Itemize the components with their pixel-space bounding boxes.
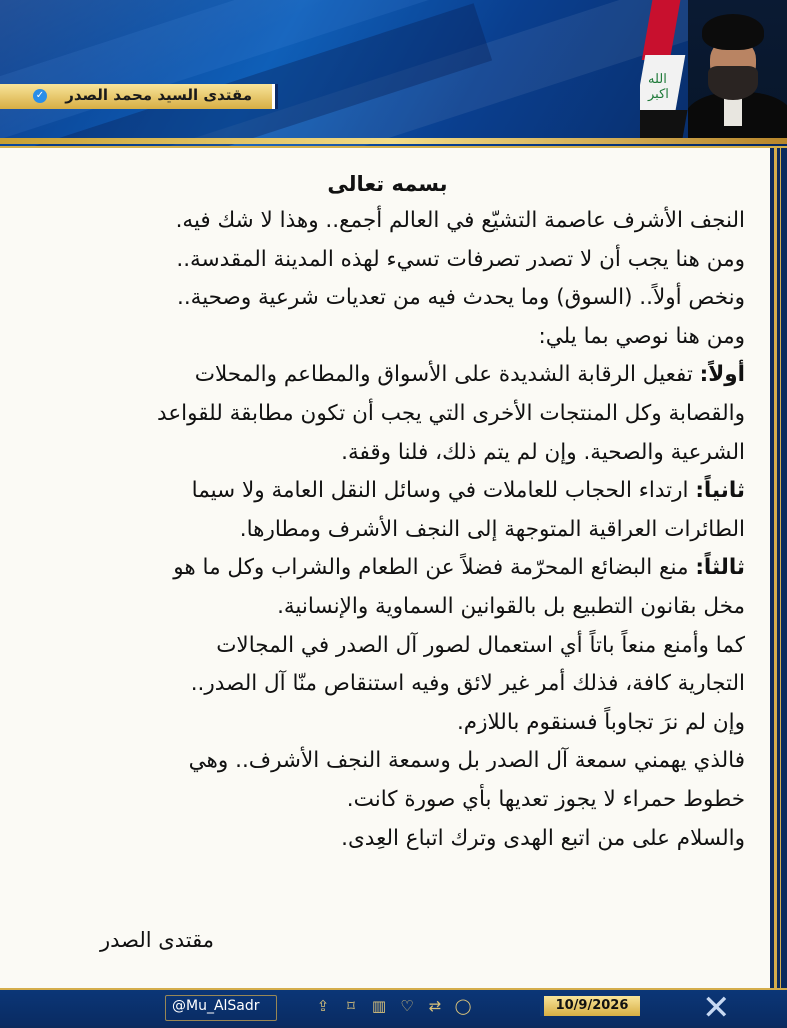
retweet-icon[interactable]: ⇄ bbox=[428, 997, 442, 1015]
statement-line bbox=[30, 627, 745, 666]
statement-line bbox=[30, 395, 745, 434]
account-name: مقتدى السيد محمد الصدر bbox=[65, 86, 252, 104]
clause-number: ثالثاً: bbox=[695, 555, 745, 581]
line-text: تفعيل الرقابة الشديدة على الأسواق والمطاعم والمحلات bbox=[194, 362, 700, 388]
line-text: منع البضائع المحرّمة فضلاً عن الطعام والشراب وكل ما هو bbox=[173, 555, 696, 581]
statement-line bbox=[30, 356, 745, 395]
verified-icon: ✓ bbox=[33, 89, 47, 103]
statement-line bbox=[30, 279, 745, 318]
gold-side-frame bbox=[770, 148, 787, 988]
statement-line bbox=[30, 665, 745, 704]
line-text: النجف الأشرف عاصمة التشيّع في العالم أجمع.. وهذا لا شك فيه. bbox=[175, 208, 745, 233]
statement-line bbox=[30, 820, 745, 859]
line-text: مخل بقانون التطبيع بل بالقوانين السماوية والإنسانية. bbox=[277, 593, 745, 619]
line-text: الطائرات العراقية المتوجهة إلى النجف الأشرف ومطارها. bbox=[239, 516, 745, 542]
bookmark-icon[interactable]: ⌑ bbox=[347, 997, 355, 1015]
share-icon[interactable]: ⇪ bbox=[316, 997, 330, 1015]
statement-title: بسمه تعالى bbox=[327, 172, 448, 196]
line-text: خطوط حمراء لا يجوز تعديها بأي صورة كانت. bbox=[346, 786, 745, 812]
statement-line bbox=[30, 781, 745, 820]
statement-line bbox=[30, 588, 745, 627]
statement-line bbox=[30, 472, 745, 511]
signature: مقتدى الصدر bbox=[100, 928, 214, 952]
clause-number: أولاً: bbox=[699, 362, 745, 388]
line-text: وإن لم نرَ تجاوباً فسنقوم باللازم. bbox=[456, 709, 745, 735]
line-text: الشرعية والصحية. وإن لم يتم ذلك، فلنا وقفة. bbox=[341, 439, 745, 465]
header-banner bbox=[0, 0, 787, 148]
flag-inscription: الله اكبر bbox=[648, 72, 669, 102]
line-text: فالذي يهمني سمعة آل الصدر بل وسمعة النجف الأشرف.. وهي bbox=[188, 748, 745, 774]
line-text: ونخص أولاً.. (السوق) وما يحدث فيه من تعديات شرعية وصحية.. bbox=[177, 285, 745, 311]
reply-icon[interactable]: ◯ bbox=[454, 997, 472, 1015]
x-logo-icon: ✕ bbox=[702, 988, 731, 1028]
line-text: والقصابة وكل المنتجات الأخرى التي يجب أن تكون مطابقة للقواعد bbox=[157, 400, 745, 426]
statement-line bbox=[30, 202, 745, 241]
like-icon[interactable]: ♡ bbox=[400, 997, 414, 1015]
action-icons bbox=[314, 997, 472, 1015]
statement-line bbox=[30, 549, 745, 588]
statement-line bbox=[30, 318, 745, 357]
statement-lines bbox=[30, 202, 745, 858]
stats-icon[interactable]: ▥ bbox=[371, 997, 387, 1015]
gold-divider bbox=[0, 138, 787, 144]
line-text: كما وأمنع منعاً باتاً أي استعمال لصور آل الصدر في المجالات bbox=[216, 632, 745, 658]
line-text: ومن هنا يجب أن لا تصدر تصرفات تسيء لهذه المدينة المقدسة.. bbox=[176, 246, 745, 272]
footer-bar bbox=[0, 988, 787, 1026]
clause-number: ثانياً: bbox=[695, 478, 745, 504]
portrait-photo bbox=[688, 0, 787, 138]
iraq-flag-icon bbox=[640, 0, 688, 140]
statement-line bbox=[30, 434, 745, 473]
line-text: التجارية كافة، فذلك أمر غير لائق وفيه استنقاص منّا آل الصدر.. bbox=[190, 671, 745, 697]
statement-line bbox=[30, 511, 745, 550]
line-text: والسلام على من اتبع الهدى وترك اتباع العِدى. bbox=[341, 825, 745, 851]
account-handle: @Mu_AlSadr bbox=[172, 998, 260, 1014]
statement-line bbox=[30, 241, 745, 280]
statement-text bbox=[30, 172, 745, 858]
line-text: ومن هنا نوصي بما يلي: bbox=[538, 323, 745, 349]
post-date: 10/9/2026 bbox=[540, 996, 640, 1016]
statement-line bbox=[30, 742, 745, 781]
name-banner bbox=[0, 84, 275, 109]
line-text: ارتداء الحجاب للعاملات في وسائل النقل العامة ولا سيما bbox=[191, 478, 696, 504]
statement-line bbox=[30, 704, 745, 743]
